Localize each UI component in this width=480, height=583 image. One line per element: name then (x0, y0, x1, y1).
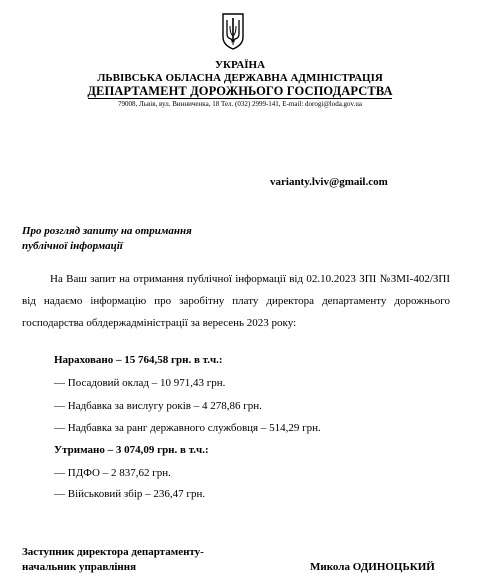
header-divider (88, 98, 392, 99)
subject-line-1: Про розгляд запиту на отримання (22, 225, 192, 237)
list-item-rank-bonus: — Надбавка за ранг державного службовця – 514,29 грн. (54, 422, 321, 434)
letter-subject (22, 224, 192, 254)
signatory-position (22, 545, 204, 575)
list-item-military-levy: — Військовий збір – 236,47 грн. (54, 488, 206, 500)
position-line-1: Заступник директора департаменту- (22, 546, 204, 558)
position-line-2: начальник управління (22, 561, 137, 573)
recipient-email: varianty.lviv@gmail.com (270, 176, 388, 188)
country-heading: УКРАЇНА (214, 59, 266, 71)
trident-emblem-icon (222, 12, 244, 50)
body-paragraph: На Ваш запит на отримання публічної інформації від 02.10.2023 ЗПІ №ЗМІ-402/ЗПІ від надаємо інформацію про заробітну плату директора департаменту дорожнього господарства облдержадміністрації за вересень 2023 року: (22, 273, 450, 329)
administration-heading: ЛЬВІВСЬКА ОБЛАСНА ДЕРЖАВНА АДМІНІСТРАЦІЯ (97, 72, 383, 84)
signatory-name: Микола ОДИНОЦЬКИЙ (310, 561, 435, 573)
department-heading: ДЕПАРТАМЕНТ ДОРОЖНЬОГО ГОСПОДАРСТВА (87, 84, 393, 98)
list-item-base-salary: — Посадовий оклад – 10 971,43 грн. (54, 377, 226, 389)
list-item-income-tax: — ПДФО – 2 837,62 грн. (54, 467, 171, 479)
withheld-total: Утримано – 3 074,09 грн. в т.ч.: (54, 444, 209, 456)
letter-body (22, 268, 450, 334)
subject-line-2: публічної інформації (22, 240, 123, 252)
department-address: 79008, Львів, вул. Винниченка, 18 Тел. (032) 2999-141, E-mail: dorogi@loda.gov.ua (118, 100, 362, 108)
accrued-total: Нараховано – 15 764,58 грн. в т.ч.: (54, 354, 223, 366)
list-item-seniority-bonus: — Надбавка за вислугу років – 4 278,86 грн. (54, 400, 262, 412)
